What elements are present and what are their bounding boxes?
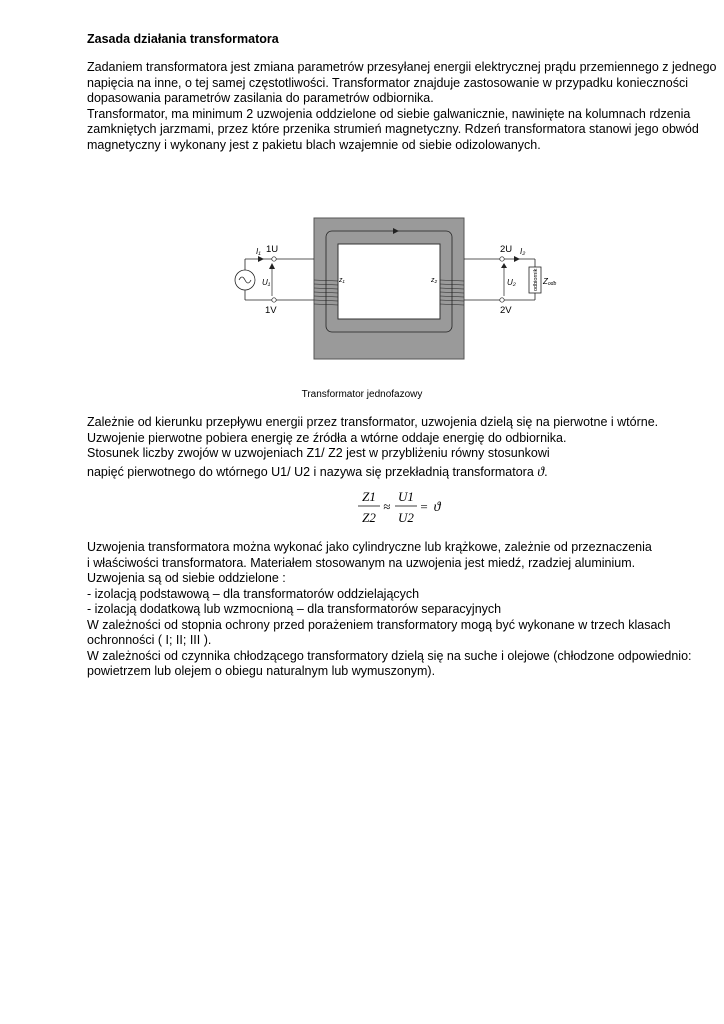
windings-paragraph — [87, 415, 687, 480]
text-line: magnetyczny i wykonany jest z pakietu blach wzajemnie od siebie odizolowanych. — [87, 137, 541, 152]
label-resistor: odbiornik — [533, 268, 539, 291]
terminal-1u — [272, 257, 276, 261]
label-u1: U₁ — [262, 278, 271, 287]
text-line: ochronności ( I; II; III ). — [87, 633, 212, 647]
text-line: napięcia na inne, o tej samej częstotliwości. Transformator znajduje zastosowanie w przypadku konieczności — [87, 75, 688, 90]
core-window — [338, 244, 440, 319]
terminal-1v — [272, 298, 276, 302]
text-line: i właściwości transformatora. Materiałem stosowanym na uzwojenia jest miedź, rzadziej aluminium. — [87, 555, 636, 570]
label-u2: U₂ — [507, 278, 516, 287]
ratio-text: napięć pierwotnego do wtórnego U1/ U2 i nazywa się przekładnią transformatora — [87, 464, 534, 479]
label-2v: 2V — [500, 305, 512, 316]
u2-arrow-icon — [501, 263, 507, 268]
text-line: Zadaniem transformatora jest zmiana parametrów przesyłanej energii elektrycznej prądu przemiennego z jednego — [87, 60, 717, 74]
label-1u: 1U — [266, 244, 279, 255]
formula-z2: Z2 — [362, 510, 376, 525]
secondary-circuit — [464, 259, 535, 300]
text-line: - izolacją dodatkową lub wzmocnioną – dla transformatorów separacyjnych — [87, 602, 502, 616]
text-line: - izolacją podstawową – dla transformatorów oddzielających — [87, 586, 420, 601]
ratio-formula — [355, 487, 455, 527]
text-line: Zależnie od kierunku przepływu energii przez transformator, uzwojenia dzielą się na pierwotne i wtórne. — [87, 415, 659, 429]
formula-u1: U1 — [398, 489, 414, 504]
text-line: powietrzem lub olejem o obiegu naturalnym lub wymuszonym). — [87, 664, 436, 678]
label-i1: I₁ — [256, 247, 261, 256]
transformer-diagram — [228, 214, 558, 364]
text-line: napięć pierwotnego do wtórnego U1/ U2 i nazywa się przekładnią transformatora ϑ. — [87, 464, 548, 480]
text-line: Uzwojenie pierwotne pobiera energię ze źródła a wtórne oddaje energię do odbiornika. — [87, 430, 567, 445]
label-z2: z₂ — [431, 277, 438, 284]
label-z1: z₁ — [339, 277, 345, 284]
formula-approx: ≈ — [383, 499, 391, 514]
label-zodb: Zodb — [543, 277, 557, 287]
label-1v: 1V — [265, 305, 277, 316]
text-line: Uzwojenia są od siebie oddzielone : — [87, 571, 286, 585]
formula-u2: U2 — [398, 510, 414, 525]
text-line: Uzwojenia transformatora można wykonać jako cylindryczne lub krążkowe, zależnie od przeznaczenia — [87, 540, 652, 554]
construction-paragraph — [87, 540, 692, 680]
text-line: W zależności od stopnia ochrony przed porażeniem transformatory mogą być wykonane w trzech klasach — [87, 617, 671, 632]
formula-z1: Z1 — [362, 489, 376, 504]
formula-theta: ϑ — [433, 500, 441, 515]
document-title: Zasada działania transformatora — [87, 32, 279, 46]
label-2u: 2U — [500, 244, 513, 255]
terminal-2v — [500, 298, 504, 302]
theta-symbol: ϑ — [537, 464, 545, 480]
i1-arrow-icon — [258, 256, 264, 262]
i2-arrow-icon — [514, 256, 520, 262]
text-line: zamkniętych jarzmami, przez które przenika strumień magnetyczny. Rdzeń transformatora stanowi jego obwód — [87, 122, 699, 136]
text-line: W zależności od czynnika chłodzącego transformatory dzielą się na suche i olejowe (chłodzone odpowiednio: — [87, 648, 692, 663]
terminal-2u — [500, 257, 504, 261]
figure-caption: Transformator jednofazowy — [301, 389, 423, 400]
text-line: Stosunek liczby zwojów w uzwojeniach Z1/ Z2 jest w przybliżeniu równy stosunkowi — [87, 446, 550, 460]
text-line: dopasowania parametrów zasilania do parametrów odbiornika. — [87, 91, 434, 105]
u1-arrow-icon — [269, 263, 275, 269]
label-i2: I₂ — [520, 247, 526, 256]
formula-equals: = — [420, 499, 428, 514]
intro-paragraph — [87, 60, 717, 153]
text-line: Transformator, ma minimum 2 uzwojenia oddzielone od siebie galwanicznie, nawinięte na kolumnach rdzenia — [87, 106, 691, 121]
